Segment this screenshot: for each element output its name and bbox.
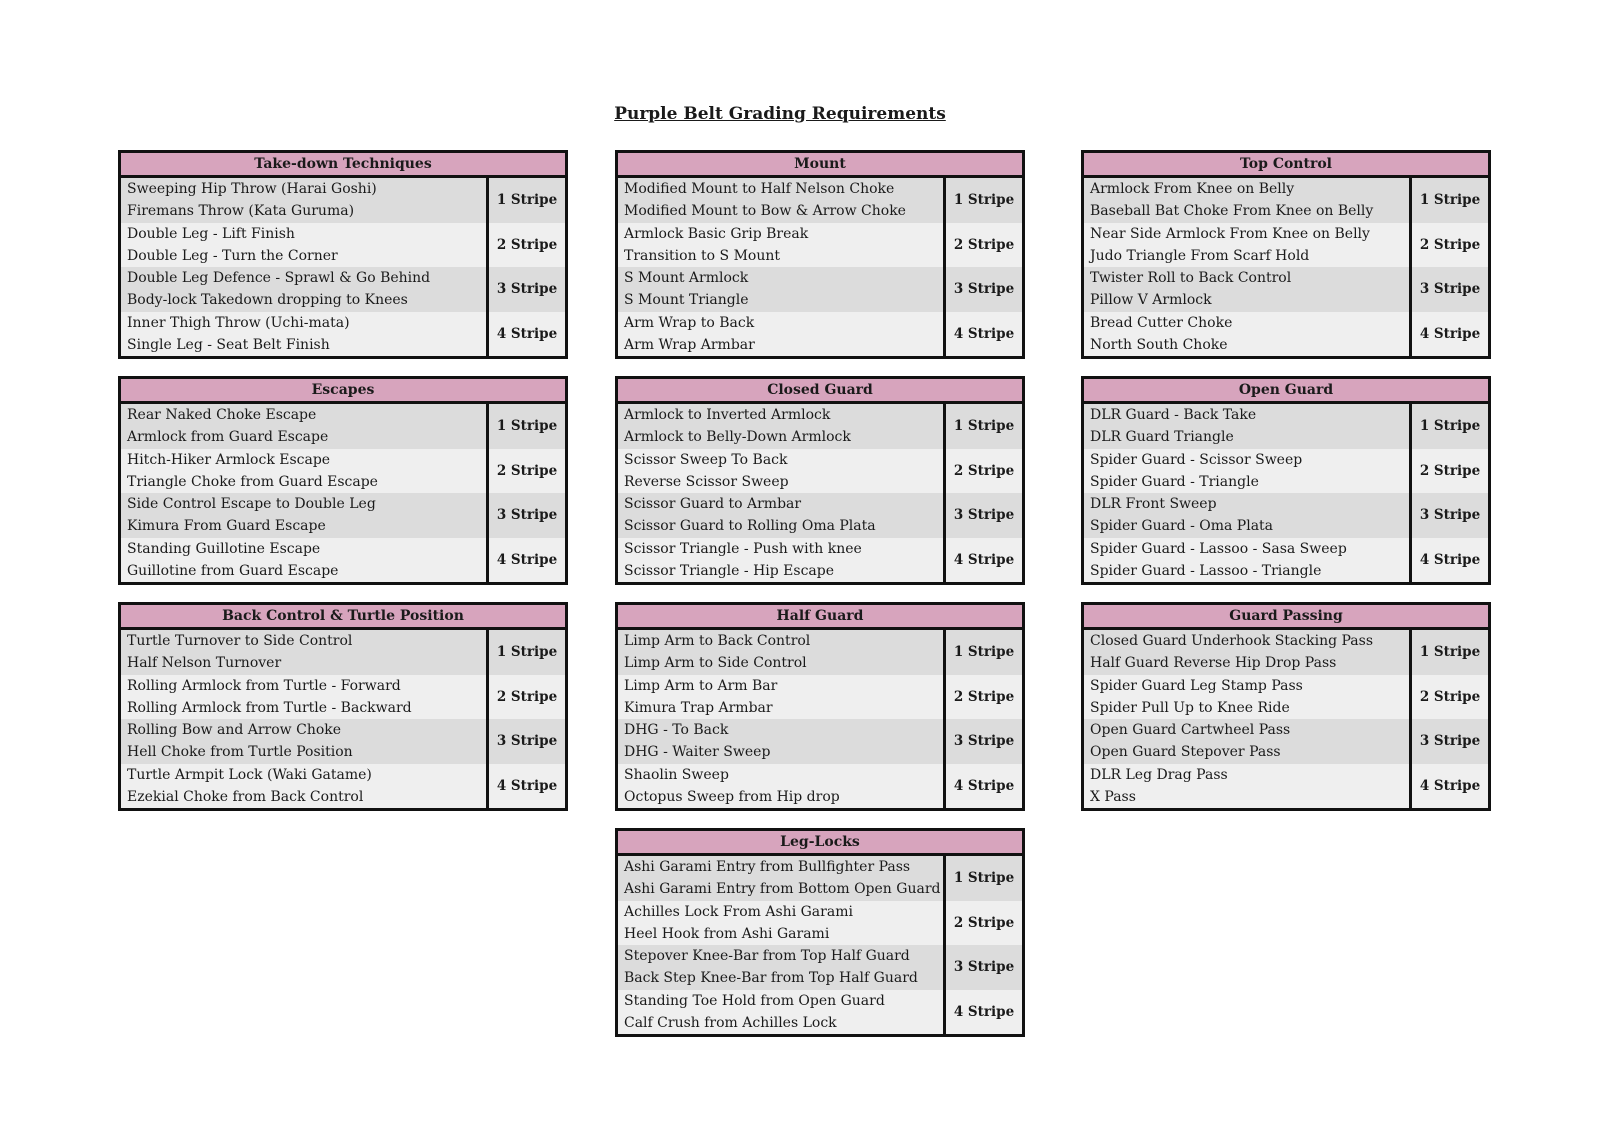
technique: DHG - Waiter Sweep bbox=[624, 744, 771, 761]
technique: Spider Guard - Oma Plata bbox=[1090, 518, 1274, 535]
stripe-label: 3 Stripe bbox=[943, 945, 1022, 990]
technique: Pillow V Armlock bbox=[1090, 292, 1212, 309]
technique: Standing Guillotine Escape bbox=[127, 540, 321, 557]
stripe-label: 4 Stripe bbox=[486, 764, 565, 809]
technique: Standing Toe Hold from Open Guard bbox=[624, 992, 885, 1009]
table-row bbox=[618, 449, 1022, 494]
technique: Turtle Turnover to Side Control bbox=[127, 633, 353, 650]
panel-heading: Guard Passing bbox=[1084, 605, 1488, 630]
panel-heading: Leg-Locks bbox=[618, 831, 1022, 856]
technique: Half Guard Reverse Hip Drop Pass bbox=[1090, 655, 1337, 672]
technique: Rolling Bow and Arrow Choke bbox=[127, 722, 342, 739]
technique: DLR Guard - Back Take bbox=[1090, 407, 1257, 424]
table-row bbox=[1084, 538, 1488, 583]
stripe-label: 4 Stripe bbox=[486, 312, 565, 357]
leg-locks-panel bbox=[615, 828, 1025, 1037]
stripe-label: 2 Stripe bbox=[943, 901, 1022, 946]
stripe-label: 2 Stripe bbox=[1409, 675, 1488, 720]
technique: Scissor Triangle - Hip Escape bbox=[624, 562, 835, 579]
panel-heading: Top Control bbox=[1084, 153, 1488, 178]
panel-heading: Closed Guard bbox=[618, 379, 1022, 404]
technique: Kimura Trap Armbar bbox=[624, 699, 773, 716]
technique: Hell Choke from Turtle Position bbox=[127, 744, 353, 761]
technique: Scissor Triangle - Push with knee bbox=[624, 540, 862, 557]
table-row bbox=[618, 990, 1022, 1035]
technique: Back Step Knee-Bar from Top Half Guard bbox=[624, 970, 918, 987]
technique: Armlock Basic Grip Break bbox=[624, 225, 809, 242]
technique: Scissor Guard to Armbar bbox=[624, 496, 802, 513]
technique: DLR Leg Drag Pass bbox=[1090, 766, 1228, 783]
technique: Baseball Bat Choke From Knee on Belly bbox=[1090, 203, 1374, 220]
table-row bbox=[618, 538, 1022, 583]
technique: Guillotine from Guard Escape bbox=[127, 562, 339, 579]
technique: Modified Mount to Bow & Arrow Choke bbox=[624, 203, 906, 220]
technique: Double Leg Defence - Sprawl & Go Behind bbox=[127, 270, 431, 287]
technique: Ashi Garami Entry from Bottom Open Guard bbox=[624, 881, 941, 898]
technique: Sweeping Hip Throw (Harai Goshi) bbox=[127, 181, 377, 198]
table-row bbox=[1084, 449, 1488, 494]
technique: Spider Guard - Scissor Sweep bbox=[1090, 451, 1303, 468]
stripe-label: 4 Stripe bbox=[1409, 764, 1488, 809]
technique: Spider Guard Leg Stamp Pass bbox=[1090, 677, 1303, 694]
table-row bbox=[618, 404, 1022, 449]
stripe-label: 1 Stripe bbox=[943, 404, 1022, 449]
table-row bbox=[1084, 267, 1488, 312]
stripe-label: 2 Stripe bbox=[943, 449, 1022, 494]
technique: Judo Triangle From Scarf Hold bbox=[1090, 247, 1310, 264]
table-row bbox=[121, 630, 565, 675]
stripe-label: 1 Stripe bbox=[943, 178, 1022, 223]
technique: Rear Naked Choke Escape bbox=[127, 407, 317, 424]
table-row bbox=[1084, 223, 1488, 268]
closed-guard-panel bbox=[615, 376, 1025, 585]
stripe-label: 2 Stripe bbox=[1409, 223, 1488, 268]
escapes-panel bbox=[118, 376, 568, 585]
stripe-label: 1 Stripe bbox=[1409, 630, 1488, 675]
stripe-label: 3 Stripe bbox=[486, 267, 565, 312]
page-title: Purple Belt Grading Requirements bbox=[614, 104, 946, 124]
table-row bbox=[618, 178, 1022, 223]
table-row bbox=[121, 404, 565, 449]
technique: Inner Thigh Throw (Uchi-mata) bbox=[127, 314, 350, 331]
table-row bbox=[121, 764, 565, 809]
stripe-label: 4 Stripe bbox=[943, 538, 1022, 583]
technique: Bread Cutter Choke bbox=[1090, 314, 1233, 331]
technique: Firemans Throw (Kata Guruma) bbox=[127, 203, 355, 220]
technique: Arm Wrap Armbar bbox=[624, 336, 755, 353]
technique: X Pass bbox=[1090, 788, 1136, 805]
table-row bbox=[618, 675, 1022, 720]
table-row bbox=[618, 945, 1022, 990]
stripe-label: 2 Stripe bbox=[1409, 449, 1488, 494]
technique: S Mount Triangle bbox=[624, 292, 749, 309]
panel-heading: Take-down Techniques bbox=[121, 153, 565, 178]
technique: Scissor Guard to Rolling Oma Plata bbox=[624, 518, 876, 535]
top-control-panel bbox=[1081, 150, 1491, 359]
table-row bbox=[1084, 312, 1488, 357]
table-row bbox=[121, 719, 565, 764]
table-row bbox=[1084, 764, 1488, 809]
technique: Achilles Lock From Ashi Garami bbox=[624, 903, 853, 920]
technique: Half Nelson Turnover bbox=[127, 655, 282, 672]
stripe-label: 1 Stripe bbox=[486, 630, 565, 675]
table-row bbox=[121, 312, 565, 357]
technique: Near Side Armlock From Knee on Belly bbox=[1090, 225, 1370, 242]
stripe-label: 3 Stripe bbox=[1409, 493, 1488, 538]
table-row bbox=[1084, 675, 1488, 720]
table-row bbox=[1084, 404, 1488, 449]
stripe-label: 1 Stripe bbox=[486, 404, 565, 449]
technique: Single Leg - Seat Belt Finish bbox=[127, 336, 330, 353]
technique: Armlock to Inverted Armlock bbox=[624, 407, 831, 424]
stripe-label: 4 Stripe bbox=[486, 538, 565, 583]
technique: North South Choke bbox=[1090, 336, 1228, 353]
guard-passing-panel bbox=[1081, 602, 1491, 811]
table-row bbox=[121, 493, 565, 538]
technique: Limp Arm to Arm Bar bbox=[624, 677, 778, 694]
table-row bbox=[618, 856, 1022, 901]
table-row bbox=[121, 538, 565, 583]
stripe-label: 3 Stripe bbox=[943, 719, 1022, 764]
table-row bbox=[121, 675, 565, 720]
table-row bbox=[121, 178, 565, 223]
panel-heading: Back Control & Turtle Position bbox=[121, 605, 565, 630]
stripe-label: 2 Stripe bbox=[943, 675, 1022, 720]
table-row bbox=[1084, 719, 1488, 764]
technique: Modified Mount to Half Nelson Choke bbox=[624, 181, 895, 198]
table-row bbox=[618, 901, 1022, 946]
stripe-label: 1 Stripe bbox=[486, 178, 565, 223]
technique: Armlock From Knee on Belly bbox=[1090, 181, 1295, 198]
stripe-label: 4 Stripe bbox=[943, 764, 1022, 809]
table-row bbox=[618, 764, 1022, 809]
table-row bbox=[618, 312, 1022, 357]
mount-panel bbox=[615, 150, 1025, 359]
table-row bbox=[1084, 493, 1488, 538]
technique: Twister Roll to Back Control bbox=[1090, 270, 1292, 287]
technique: Side Control Escape to Double Leg bbox=[127, 496, 376, 513]
stripe-label: 1 Stripe bbox=[943, 856, 1022, 901]
stripe-label: 3 Stripe bbox=[1409, 719, 1488, 764]
panel-heading: Mount bbox=[618, 153, 1022, 178]
table-row bbox=[121, 223, 565, 268]
takedown-panel bbox=[118, 150, 568, 359]
technique: Closed Guard Underhook Stacking Pass bbox=[1090, 633, 1374, 650]
stripe-label: 3 Stripe bbox=[1409, 267, 1488, 312]
technique: Transition to S Mount bbox=[624, 247, 781, 264]
stripe-label: 4 Stripe bbox=[1409, 312, 1488, 357]
table-row bbox=[618, 223, 1022, 268]
technique: Ashi Garami Entry from Bullfighter Pass bbox=[624, 859, 911, 876]
technique: Octopus Sweep from Hip drop bbox=[624, 788, 840, 805]
technique: Kimura From Guard Escape bbox=[127, 518, 326, 535]
stripe-label: 2 Stripe bbox=[943, 223, 1022, 268]
technique: DLR Guard Triangle bbox=[1090, 429, 1234, 446]
open-guard-panel bbox=[1081, 376, 1491, 585]
technique: Armlock from Guard Escape bbox=[127, 429, 329, 446]
technique: Spider Guard - Lassoo - Sasa Sweep bbox=[1090, 540, 1347, 557]
technique: Ezekial Choke from Back Control bbox=[127, 788, 364, 805]
technique: Rolling Armlock from Turtle - Forward bbox=[127, 677, 401, 694]
technique: Armlock to Belly-Down Armlock bbox=[624, 429, 851, 446]
stripe-label: 2 Stripe bbox=[486, 223, 565, 268]
table-row bbox=[121, 449, 565, 494]
technique: Arm Wrap to Back bbox=[624, 314, 755, 331]
stripe-label: 4 Stripe bbox=[1409, 538, 1488, 583]
technique: Spider Guard - Lassoo - Triangle bbox=[1090, 562, 1322, 579]
stripe-label: 4 Stripe bbox=[943, 990, 1022, 1035]
table-row bbox=[1084, 178, 1488, 223]
stripe-label: 1 Stripe bbox=[1409, 404, 1488, 449]
table-row bbox=[121, 267, 565, 312]
panel-heading: Escapes bbox=[121, 379, 565, 404]
table-row bbox=[618, 493, 1022, 538]
technique: Calf Crush from Achilles Lock bbox=[624, 1014, 837, 1031]
back-control-panel bbox=[118, 602, 568, 811]
technique: Reverse Scissor Sweep bbox=[624, 473, 789, 490]
technique: DLR Front Sweep bbox=[1090, 496, 1217, 513]
table-row bbox=[618, 719, 1022, 764]
stripe-label: 3 Stripe bbox=[943, 493, 1022, 538]
technique: Turtle Armpit Lock (Waki Gatame) bbox=[127, 766, 372, 783]
technique: Spider Guard - Triangle bbox=[1090, 473, 1259, 490]
technique: Limp Arm to Side Control bbox=[624, 655, 807, 672]
technique: Limp Arm to Back Control bbox=[624, 633, 811, 650]
panel-heading: Open Guard bbox=[1084, 379, 1488, 404]
technique: S Mount Armlock bbox=[624, 270, 749, 287]
technique: Hitch-Hiker Armlock Escape bbox=[127, 451, 331, 468]
technique: Rolling Armlock from Turtle - Backward bbox=[127, 699, 412, 716]
technique: Open Guard Stepover Pass bbox=[1090, 744, 1281, 761]
stripe-label: 2 Stripe bbox=[486, 449, 565, 494]
half-guard-panel bbox=[615, 602, 1025, 811]
stripe-label: 3 Stripe bbox=[943, 267, 1022, 312]
stripe-label: 3 Stripe bbox=[486, 493, 565, 538]
technique: DHG - To Back bbox=[624, 722, 729, 739]
technique: Scissor Sweep To Back bbox=[624, 451, 788, 468]
stripe-label: 4 Stripe bbox=[943, 312, 1022, 357]
stripe-label: 1 Stripe bbox=[943, 630, 1022, 675]
technique: Double Leg - Turn the Corner bbox=[127, 247, 338, 264]
panel-heading: Half Guard bbox=[618, 605, 1022, 630]
table-row bbox=[618, 630, 1022, 675]
technique: Spider Pull Up to Knee Ride bbox=[1090, 699, 1290, 716]
technique: Triangle Choke from Guard Escape bbox=[127, 473, 378, 490]
technique: Stepover Knee-Bar from Top Half Guard bbox=[624, 948, 910, 965]
table-row bbox=[1084, 630, 1488, 675]
stripe-label: 2 Stripe bbox=[486, 675, 565, 720]
technique: Body-lock Takedown dropping to Knees bbox=[127, 292, 408, 309]
technique: Shaolin Sweep bbox=[624, 766, 729, 783]
stripe-label: 3 Stripe bbox=[486, 719, 565, 764]
table-row bbox=[618, 267, 1022, 312]
technique: Heel Hook from Ashi Garami bbox=[624, 925, 830, 942]
technique: Double Leg - Lift Finish bbox=[127, 225, 295, 242]
stripe-label: 1 Stripe bbox=[1409, 178, 1488, 223]
technique: Open Guard Cartwheel Pass bbox=[1090, 722, 1291, 739]
